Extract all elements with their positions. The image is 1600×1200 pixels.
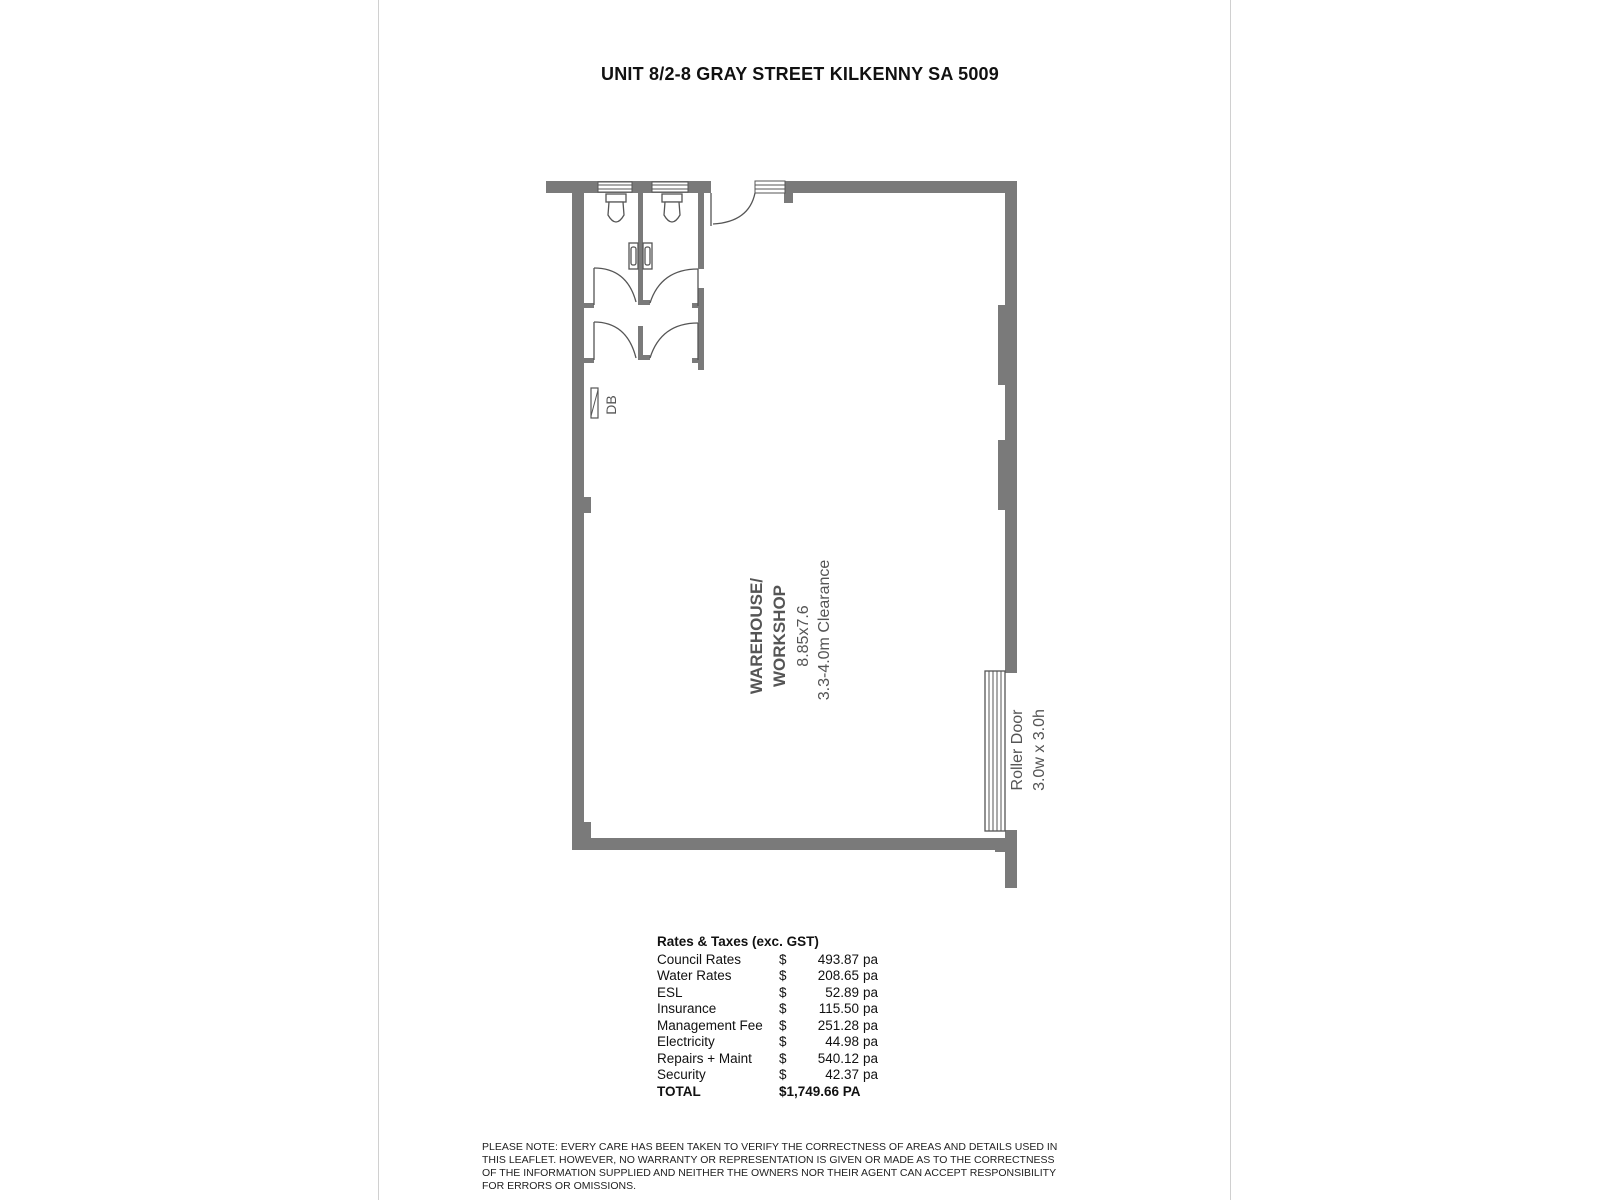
wall-thickening-right-b <box>998 440 1005 510</box>
rates-row <box>657 968 879 985</box>
rates-item-unit: pa <box>863 1050 879 1066</box>
roller-door-label <box>1009 709 1048 791</box>
wall-stub-d <box>638 355 650 360</box>
wall-stub-c <box>584 358 594 363</box>
door-swing-3 <box>594 322 636 358</box>
toilet-cistern-1 <box>606 194 626 202</box>
rates-item-currency: $ <box>779 1050 787 1066</box>
toilet-fixtures <box>606 194 682 222</box>
rates-row <box>657 985 879 1002</box>
rates-row <box>657 952 879 969</box>
rates-row <box>657 1018 879 1035</box>
wall-corner-stub <box>995 838 1017 852</box>
window-toilet-2 <box>652 182 688 192</box>
rates-item-label: Council Rates <box>657 951 742 967</box>
disclaimer-line: THIS LEAFLET. HOWEVER, NO WARRANTY OR REPRESENTATION IS GIVEN OR MADE AS TO THE CORRECTNESS <box>482 1154 1055 1166</box>
roller-door-line2: 3.0w x 3.0h <box>1031 709 1048 791</box>
page-title: UNIT 8/2-8 GRAY STREET KILKENNY SA 5009 <box>601 64 999 84</box>
wall-thickening-right-a <box>998 305 1005 385</box>
rates-item-label: Insurance <box>657 1001 717 1016</box>
post-top <box>784 193 793 203</box>
rates-item-currency: $ <box>779 1067 787 1082</box>
rates-item-amount: 52.89 <box>825 984 859 1000</box>
room-name-line2: WORKSHOP <box>770 585 789 687</box>
door-swing-2 <box>650 269 698 303</box>
rates-row <box>657 1001 879 1018</box>
rates-item-label: Electricity <box>657 1034 715 1049</box>
rates-rows <box>657 952 879 1084</box>
rates-item-unit: pa <box>863 1017 879 1033</box>
distribution-board <box>591 388 619 418</box>
roller-door <box>985 671 1005 831</box>
wall-toilet-divider-lower <box>638 326 643 358</box>
rates-item-currency: $ <box>779 1034 787 1049</box>
rates-item-amount: 42.37 <box>825 1067 859 1082</box>
rates-item-label: Water Rates <box>657 968 732 983</box>
rates-item-unit: pa <box>863 1001 879 1016</box>
wall-right-upper <box>1005 181 1017 673</box>
rates-item-amount: 493.87 <box>817 951 859 967</box>
door-swing-4 <box>650 323 698 358</box>
rates-item-unit: pa <box>863 968 879 983</box>
toilet-cistern-2 <box>662 194 682 202</box>
window-entry <box>755 181 785 193</box>
rates-item-label: Security <box>657 1067 706 1082</box>
disclaimer-line: FOR ERRORS OR OMISSIONS. <box>482 1180 637 1192</box>
room-dimensions: 8.85x7.6 <box>795 605 812 667</box>
rates-heading: Rates & Taxes (exc. GST) <box>657 934 819 949</box>
wall-toilet-divider <box>638 193 643 305</box>
wall-stub-a <box>584 303 594 308</box>
rates-row <box>657 1051 879 1068</box>
rates-item-amount: 540.12 <box>817 1050 859 1066</box>
rates-item-label: ESL <box>657 984 683 1000</box>
rates-total-row <box>657 1084 879 1101</box>
door-swing-1 <box>594 268 636 302</box>
wall-stub-b <box>638 300 650 305</box>
rates-item-amount: 44.98 <box>825 1034 859 1049</box>
disclaimer <box>482 1141 1132 1193</box>
rates-item-currency: $ <box>779 951 787 967</box>
rates-item-amount: 251.28 <box>817 1017 859 1033</box>
rates-item-unit: pa <box>863 1067 879 1082</box>
wall-bottom <box>572 838 1017 850</box>
disclaimer-line: OF THE INFORMATION SUPPLIED AND NEITHER THE OWNERS NOR THEIR AGENT CAN ACCEPT RESPONSIBILITY <box>482 1167 1057 1179</box>
disclaimer-line: PLEASE NOTE: EVERY CARE HAS BEEN TAKEN TO VERIFY THE CORRECTNESS OF AREAS AND DETAILS USED IN <box>482 1141 1058 1153</box>
rates-item-unit: pa <box>863 984 879 1000</box>
roller-door-line1: Roller Door <box>1009 709 1026 791</box>
room-name-line1: WAREHOUSE/ <box>747 577 766 695</box>
rates-table <box>657 934 879 1100</box>
door-swing-entry <box>713 193 755 224</box>
rates-item-label: Repairs + Maint <box>657 1050 752 1066</box>
rates-row <box>657 1034 879 1051</box>
rates-item-unit: pa <box>863 1034 879 1049</box>
walls <box>546 181 1017 888</box>
db-label: DB <box>603 395 619 415</box>
window-toilet-1 <box>598 182 632 192</box>
rates-row <box>657 1067 879 1084</box>
rates-item-amount: 115.50 <box>818 1001 859 1016</box>
toilet-bowl-1 <box>608 202 624 222</box>
wall-toilet-right-lower <box>698 288 704 370</box>
rates-item-currency: $ <box>779 1001 787 1016</box>
post-bottom-left <box>584 822 591 838</box>
rates-item-amount: 208.65 <box>817 968 859 983</box>
rates-total-value: $1,749.66 PA <box>779 1083 861 1099</box>
wall-top-right <box>785 181 1017 193</box>
wall-toilet-right-upper <box>698 193 704 269</box>
rates-item-currency: $ <box>779 968 787 983</box>
rates-item-unit: pa <box>863 951 879 967</box>
rates-item-currency: $ <box>779 984 787 1000</box>
room-label <box>747 560 833 701</box>
rates-item-label: Management Fee <box>657 1017 763 1033</box>
room-clearance: 3.3-4.0m Clearance <box>816 559 833 701</box>
wall-left <box>572 181 584 850</box>
toilet-bowl-2 <box>664 202 680 222</box>
rates-item-currency: $ <box>779 1017 787 1033</box>
rates-total-label: TOTAL <box>657 1083 701 1099</box>
post-left <box>584 497 591 513</box>
